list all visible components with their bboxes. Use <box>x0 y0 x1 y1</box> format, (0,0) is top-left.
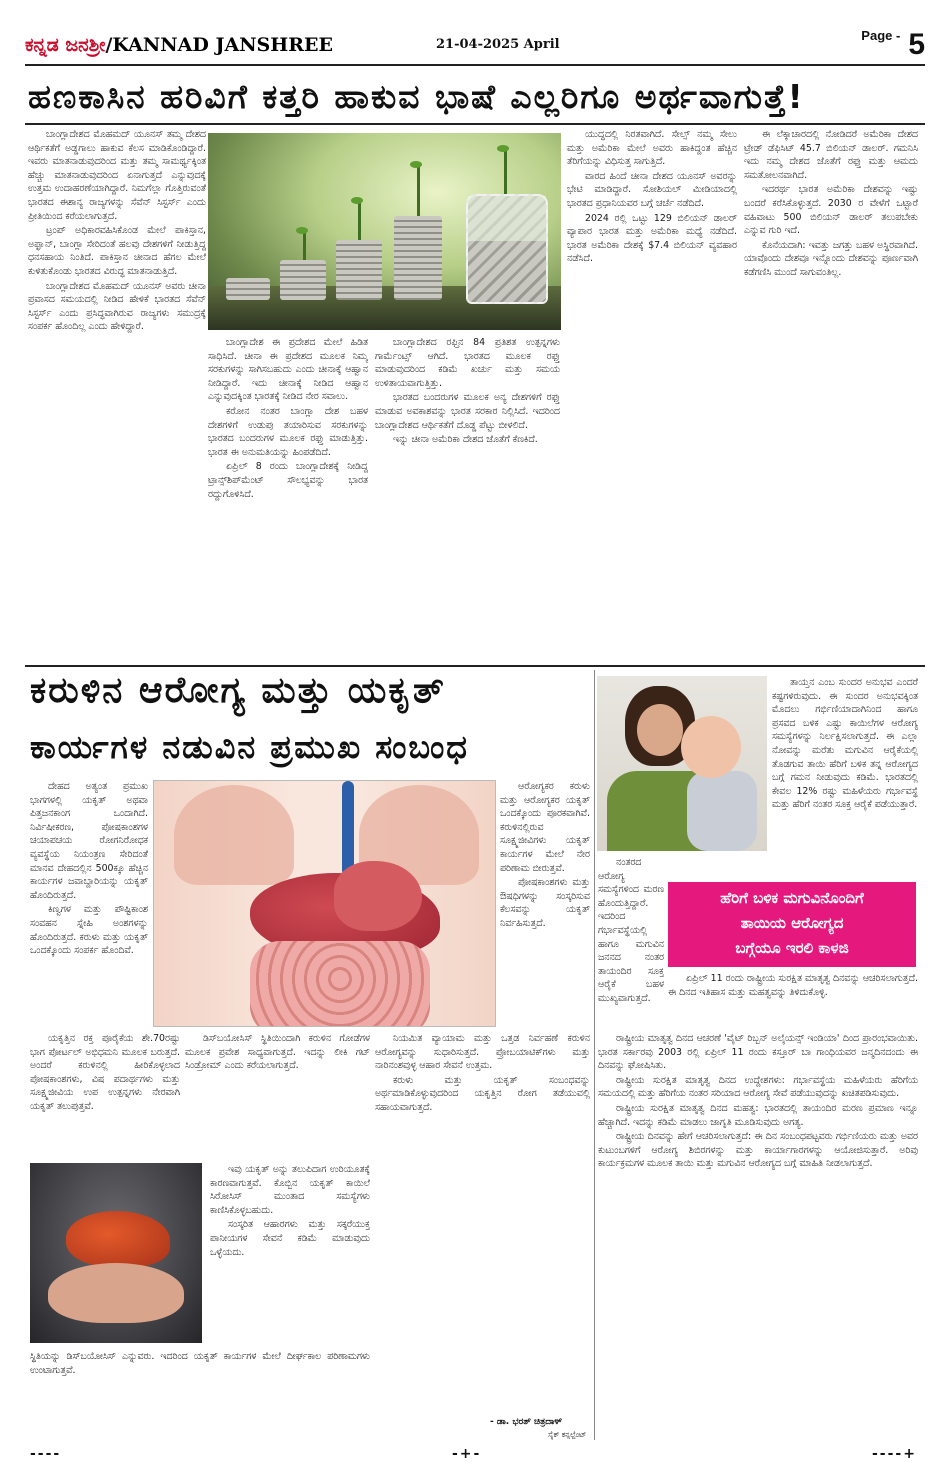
baby-head-shape <box>681 716 741 778</box>
sprout <box>303 230 306 260</box>
article3-left-of-box <box>598 856 664 1028</box>
paragraph: ವಾರದ ಹಿಂದೆ ಚೀನಾ ದೇಶದ ಯೂನಸ್ ಅವರನ್ನು ಭೇಟಿ ಮಾಡಿದ್ದಾರೆ. ಸೋಶಿಯಲ್ ಮೀಡಿಯಾದಲ್ಲಿ ಭಾರತದ ಪ್ರಧಾನಿಯವರ ಬಗ್ಗೆ ಚರ್ಚೆ ನಡೆದಿದೆ. <box>567 170 737 209</box>
column-divider <box>594 670 595 1440</box>
paragraph: ಸಂಸ್ಕರಿತ ಆಹಾರಗಳು ಮತ್ತು ಸಕ್ಕರೆಯುಕ್ತ ಪಾನೀಯಗಳ ಸೇವನೆ ಕಡಿಮೆ ಮಾಡುವುದು ಒಳ್ಳೆಯದು. <box>210 1219 370 1258</box>
article3-highlight-box <box>668 882 916 967</box>
stomach-shape <box>334 861 422 931</box>
section-divider <box>25 665 925 667</box>
paragraph: ರಾಷ್ಟ್ರೀಯ ಸುರಕ್ಷಿತ ಮಾತೃತ್ವ ದಿನದ ಮಹತ್ವ: ಭಾರತದಲ್ಲಿ ತಾಯಂದಿರ ಮರಣ ಪ್ರಮಾಣ ಇನ್ನೂ ಹೆಚ್ಚಾಗಿದೆ. ಇದನ್ನು ಕಡಿಮೆ ಮಾಡಲು ಜಾಗೃತಿ ಮೂಡಿಸುವುದು ಅಗತ್ಯ. <box>598 1102 918 1128</box>
coin-stack <box>226 278 270 300</box>
paragraph: ಈ ಲೆಕ್ಕಾಚಾರದಲ್ಲಿ ನೋಡಿದರೆ ಅಮೆರಿಕಾ ದೇಶದ ಟ್ರೇಡ್ ಡೆಫಿಸಿಟ್ 45.7 ಬಿಲಿಯನ್ ಡಾಲರ್. ಗಮನಿಸಿ ಇದು ನಮ್ಮ ದೇಶದ ಜೊತೆಗೆ ರಫ್ತು ಮತ್ತು ಆಮದು ಸಮತೋಲನವಾಗಿದೆ. <box>744 129 918 181</box>
paragraph: ಬಾಂಗ್ಲಾದೇಶದ ರಫ್ತಿನ 84 ಪ್ರತಿಶತ ಉತ್ಪನ್ನಗಳು ಗಾರ್ಮೆಂಟ್ಸ್ ಆಗಿದೆ. ಭಾರತದ ಮೂಲಕ ರಫ್ತು ಮಾಡುವುದರಿಂದ ಕಡಿಮೆ ಖರ್ಚು ಮತ್ತು ಸಮಯ ಉಳಿತಾಯವಾಗುತ್ತಿತ್ತು. <box>375 337 560 389</box>
paragraph: ಬಾಂಗ್ಲಾದೇಶದ ಮೊಹಮದ್ ಯೂನಸ್ ತಮ್ಮ ದೇಶದ ಆರ್ಥಿಕತೆಗೆ ಅಡ್ಡಗಾಲು ಹಾಕುವ ಕೆಲಸ ಮಾಡಿಕೊಂಡಿದ್ದಾರೆ. ಇವರು ಮಾತನಾಡುವುದರಿಂದ ಮತ್ತು ತಮ್ಮ ಸಾಮರ್ಥ್ಯಕ್ಕಿಂತ ಹೆಚ್ಚು ಮಾತನಾಡುವುದರಿಂದ ಏನಾಗುತ್ತದೆ ಎನ್ನುವುದಕ್ಕೆ ಉತ್ತಮ ಉದಾಹರಣೆಯಾಗಿದ್ದಾರೆ. ನಿಮಗೆಲ್ಲಾ ಗೊತ್ತಿರುವಂತೆ ಭಾರತದ ಈಶಾನ್ಯ ರಾಜ್ಯಗಳನ್ನು ಸೆವೆನ್ ಸಿಸ್ಟರ್ಸ್ ಎಂದು ಪ್ರೀತಿಯಿಂದ ಕರೆಯಲಾಗುತ್ತದೆ. <box>28 129 206 222</box>
masthead <box>25 28 925 66</box>
baby-body-shape <box>687 771 757 851</box>
paragraph: ಕೊನೆಯದಾಗಿ: ಇವತ್ತು ಜಗತ್ತು ಬಹಳ ಅಸ್ಥಿರವಾಗಿದೆ. ಯಾವೊಂದು ದೇಶವೂ ಇನ್ನೊಂದು ದೇಶವನ್ನು ಪೂರ್ಣವಾಗಿ ಕಡೆಗಣಿಸಿ ಮುಂದೆ ಸಾಗುವಂತಿಲ್ಲ. <box>744 239 918 278</box>
headline-rule <box>25 123 925 125</box>
paragraph: ಇನ್ನು ಚೀನಾ ಅಮೆರಿಕಾ ದೇಶದ ಜೊತೆಗೆ ಕೆಣಕಿದೆ. <box>393 434 538 446</box>
paragraph: ರಾಷ್ಟ್ರೀಯ ಸುರಕ್ಷಿತ ಮಾತೃತ್ವ ದಿನದ ಉದ್ದೇಶಗಳು: ಗರ್ಭಾವಸ್ಥೆಯ ಮಹಿಳೆಯರು ಹೆರಿಗೆಯ ಸಮಯದಲ್ಲಿ ಮತ್ತು ಹೆರಿಗೆಯ ನಂತರ ಸರಿಯಾದ ಆರೋಗ್ಯ ಸೇವೆ ಪಡೆಯುವುದನ್ನು ಖಚಿತಪಡಿಸುವುದು. <box>598 1074 918 1100</box>
article1-column-3 <box>375 336 560 663</box>
highlight-line: ಹೆರಿಗೆ ಬಳಿಕ ಮಗುವಿನೊಂದಿಗೆ <box>720 889 864 907</box>
coin-jar <box>466 194 548 304</box>
author-role: ಸೈಕ್ ಕನ್ಸಲ್ಟೆಂಟ್ <box>548 1430 587 1439</box>
article2-headline-line1: ಕರುಳಿನ ಆರೋಗ್ಯ ಮತ್ತು ಯಕೃತ್ <box>30 670 446 711</box>
issue-date: 21-04-2025 April <box>436 37 560 52</box>
leaf <box>410 161 422 168</box>
page-label: Page - <box>861 28 901 43</box>
leaf <box>296 227 308 234</box>
page-number: 5 <box>908 28 925 61</box>
digestive-organs-illustration <box>153 780 496 1027</box>
coin-stack <box>336 240 382 300</box>
mother-baby-photo <box>597 676 767 851</box>
brand-name <box>25 34 333 56</box>
paragraph: ಡಿಸ್‌ಬಯೋಸಿಸ್ ಸ್ಥಿತಿಯಿಂದಾಗಿ ಕರುಳಿನ ಗೋಡೆಗಳ ಮೂಲಕ ಪ್ರವೇಶ ಸಾಧ್ಯವಾಗುತ್ತದೆ. ಇದನ್ನು ಲೀಕಿ ಗಟ್ ಸಿಂಡ್ರೋಮ್ ಎಂದು ಕರೆಯಲಾಗುತ್ತದೆ. <box>185 1033 370 1072</box>
article1-headline: ಹಣಕಾಸಿನ ಹರಿವಿಗೆ ಕತ್ತರಿ ಹಾಕುವ ಭಾಷೆ ಎಲ್ಲರಿಗೂ ಅರ್ಥವಾಗುತ್ತೆ! <box>28 77 805 116</box>
blood-vessel-shape <box>342 781 354 876</box>
paragraph: ಕರೋನ ನಂತರ ಬಾಂಗ್ಲಾ ದೇಶ ಬಹಳ ದೇಶಗಳಿಗೆ ಉಡುಪು ತಯಾರಿಸುವ ಸರಕುಗಳನ್ನು ಭಾರತದ ಬಂದರುಗಳ ಮೂಲಕ ರಫ್ತು ಮಾಡುತ್ತಿತ್ತು. ಭಾರತ ಈ ಅನುಮತಿಯನ್ನು ಹಿಂಪಡೆದಿದೆ. <box>208 405 368 458</box>
paragraph: ಟ್ರಂಪ್ ಅಧಿಕಾರವಹಿಸಿಕೊಂಡ ಮೇಲೆ ಪಾಕಿಸ್ತಾನ, ಅಫ್ಘಾನ್, ಬಾಂಗ್ಲಾ ಸೇರಿದಂತೆ ಹಲವು ದೇಶಗಳಿಗೆ ನೀಡುತ್ತಿದ್ದ ಧನಸಹಾಯ ನಿಂತಿದೆ. ಪಾಕಿಸ್ತಾನ ಚೀನಾದ ಹೆಗಲ ಮೇಲೆ ಕುಳಿತುಕೊಂಡು ಭಾರತದ ವಿರುದ್ಧ ಮಾತನಾಡುತ್ತಿದೆ. <box>28 225 206 277</box>
brand-english: KANNAD JANSHREE <box>112 34 333 56</box>
coins-growth-photo <box>208 133 561 330</box>
liver-shape <box>66 1211 170 1267</box>
footer-right-mark: ----+ <box>872 1446 917 1462</box>
paragraph: ನಿಯಮಿತ ವ್ಯಾಯಾಮ ಮತ್ತು ಒತ್ತಡ ನಿರ್ವಹಣೆ ಕರುಳಿನ ಆರೋಗ್ಯವನ್ನು ಸುಧಾರಿಸುತ್ತದೆ. ಪ್ರೋಬಯಾಟಿಕ್‌ಗಳು ಮತ್ತು ನಾರಿನಂಶವುಳ್ಳ ಆಹಾರ ಸೇವನೆ ಉತ್ತಮ. <box>375 1033 590 1072</box>
paragraph: ರಾಷ್ಟ್ರೀಯ ಮಾತೃತ್ವ ದಿನದ ಆಚರಣೆ 'ವೈಟ್ ರಿಬ್ಬನ್ ಅಲೈಯನ್ಸ್ ಇಂಡಿಯಾ' ದಿಂದ ಪ್ರಾರಂಭವಾಯಿತು. ಭಾರತ ಸರ್ಕಾರವು 2003 ರಲ್ಲಿ ಏಪ್ರಿಲ್ 11 ರಂದು ಕಸ್ತೂರ್ ಬಾ ಗಾಂಧಿಯವರ ಜನ್ಮದಿನದಂದು ಈ ದಿನವನ್ನು ಘೋಷಿಸಿತು. <box>598 1033 918 1072</box>
paragraph: ರಾಷ್ಟ್ರೀಯ ದಿನವನ್ನು ಹೇಗೆ ಆಚರಿಸಲಾಗುತ್ತದೆ: ಈ ದಿನ ಸಂಬಂಧಪಟ್ಟವರು ಗರ್ಭಿಣಿಯರು ಮತ್ತು ಅವರ ಕುಟುಂಬಗಳಿಗೆ ಆರೋಗ್ಯ ಶಿಬಿರಗಳನ್ನು ಮತ್ತು ಕಾರ್ಯಾಗಾರಗಳನ್ನು ಆಯೋಜಿಸುತ್ತಾರೆ. ಅರಿವು ಕಾರ್ಯಕ್ರಮಗಳ ಮೂಲಕ ತಾಯಿ ಮತ್ತು ಮಗುವಿನ ಆರೋಗ್ಯದ ಬಗ್ಗೆ ಮಾಹಿತಿ ನೀಡಲಾಗುತ್ತದೆ. <box>598 1131 918 1170</box>
footer-center-mark: -+- <box>452 1446 482 1462</box>
article1-column-4 <box>567 128 737 663</box>
brand-separator: / <box>105 34 113 56</box>
article1-column-1 <box>28 128 206 663</box>
paragraph: ಕರುಳು ಮತ್ತು ಯಕೃತ್ ಸಂಬಂಧವನ್ನು ಅರ್ಥಮಾಡಿಕೊಳ್ಳುವುದರಿಂದ ಯಕೃತ್ತಿನ ರೋಗ ತಡೆಯುವಲ್ಲಿ ಸಹಾಯವಾಗುತ್ತದೆ. <box>375 1074 590 1113</box>
paragraph: 2024 ರಲ್ಲಿ ಒಟ್ಟು 129 ಬಿಲಿಯನ್ ಡಾಲರ್ ವ್ಯಾಪಾರ ಭಾರತ ಮತ್ತು ಅಮೆರಿಕಾ ಮಧ್ಯೆ ನಡೆದಿದೆ. ಭಾರತ ಅಮೆರಿಕಾ ದೇಶಕ್ಕೆ $7.4 ಬಿಲಿಯನ್ ವ್ಯವಹಾರ ನಡೆಸಿದೆ. <box>567 212 737 265</box>
paragraph: ನಂತರದ ಆರೋಗ್ಯ ಸಮಸ್ಯೆಗಳಿಂದ ಮರಣ ಹೊಂದುತ್ತಿದ್ದಾರೆ. ಇದರಿಂದ ಗರ್ಭಾವಸ್ಥೆಯಲ್ಲಿ ಹಾಗೂ ಮಗುವಿನ ಜನನದ ನಂತರ ತಾಯಂದಿರ ಸೂಕ್ತ ಆರೈಕೆ ಬಹಳ ಮುಖ್ಯವಾಗುತ್ತದೆ. <box>598 857 664 1004</box>
paragraph: ತಾಯ್ತನ ಎಂಬ ಸುಂದರ ಅನುಭವ ಎಂದರೆ ಕಷ್ಟಗಳಿರುವುದು. ಈ ಸುಂದರ ಅನುಭವಕ್ಕಿಂತ ಮೊದಲು ಗರ್ಭಿಣಿಯಾದಾಗಿನಿಂದ ಹಾಗೂ ಪ್ರಸವದ ಬಳಿಕ ಎಷ್ಟು ಕಾಯಿಲೆಗಳ ಆರೋಗ್ಯ ಸಮಸ್ಯೆಗಳನ್ನು ನಿರ್ಲಕ್ಷಿಸಲಾಗುತ್ತದೆ. ಈ ಎಲ್ಲಾ ನೋವನ್ನು ಮರೆತು ಮಗುವಿನ ಆರೈಕೆಯಲ್ಲಿ ತೊಡಗುವ ತಾಯಿ ಹೆರಿಗೆ ಬಳಿಕ ತನ್ನ ಆರೋಗ್ಯದ ಬಗ್ಗೆ ಗಮನ ನೀಡುವುದು ಕಡಿಮೆ. ಭಾರತದಲ್ಲಿ ಕೇವಲ 12% ರಷ್ಟು ಮಹಿಳೆಯರು ಗರ್ಭಾವಸ್ಥೆ ಮತ್ತು ಹೆರಿಗೆ ನಂತರ ಸೂಕ್ತ ಆರೈಕೆ ಪಡೆಯುತ್ತಾರೆ. <box>772 677 918 811</box>
sprout <box>358 200 361 240</box>
paragraph: ಇವು ಯಕೃತ್ ಅನ್ನು ತಲುಪಿದಾಗ ಉರಿಯೂತಕ್ಕೆ ಕಾರಣವಾಗುತ್ತವೆ. ಕೊಬ್ಬಿನ ಯಕೃತ್ ಕಾಯಿಲೆ ಸಿರೋಸಿಸ್ ಮುಂತಾದ ಸಮಸ್ಯೆಗಳು ಕಾಣಿಸಿಕೊಳ್ಳಬಹುದು. <box>210 1164 370 1216</box>
paragraph: ಭಾರತದ ಬಂದರುಗಳ ಮೂಲಕ ಅನ್ಯ ದೇಶಗಳಿಗೆ ರಫ್ತು ಮಾಡುವ ಅವಕಾಶವನ್ನು ಭಾರತ ಸರಕಾರ ನಿಲ್ಲಿಸಿದೆ. ಇದರಿಂದ ಬಾಂಗ್ಲಾದೇಶದ ಆರ್ಥಿಕತೆಗೆ ದೊಡ್ಡ ಪೆಟ್ಟು ಬೀಳಲಿದೆ. <box>375 392 560 431</box>
article2-left-column <box>30 780 148 1028</box>
author-signature: - ಡಾ. ಭರತ್ ಚಿತ್ರದಾಳ್ <box>490 1417 563 1427</box>
sprout <box>504 148 507 194</box>
article1-column-5 <box>744 128 918 663</box>
sprout <box>417 164 420 216</box>
article3-body <box>598 1032 918 1442</box>
paragraph: ಪೋಷಕಾಂಶಗಳು ಮತ್ತು ಔಷಧಿಗಳನ್ನು ಸಂಸ್ಕರಿಸುವ ಕೆಲಸವನ್ನು ಯಕೃತ್ ನಿರ್ವಹಿಸುತ್ತದೆ. <box>500 877 590 929</box>
coin-stack <box>280 260 326 300</box>
article2-under-image-col2 <box>185 1032 370 1160</box>
paragraph: ಏಪ್ರಿಲ್ 11 ರಂದು ರಾಷ್ಟ್ರೀಯ ಸುರಕ್ಷಿತ ಮಾತೃತ್ವ ದಿನವನ್ನು ಆಚರಿಸಲಾಗುತ್ತದೆ. ಈ ದಿನದ ಇತಿಹಾಸ ಮತ್ತು ಮಹತ್ವವನ್ನು ತಿಳಿದುಕೊಳ್ಳಿ. <box>668 973 918 998</box>
coin-stack <box>394 216 442 300</box>
article2-under-image-col1 <box>30 1032 180 1160</box>
article3-under-box <box>668 972 918 1028</box>
left-lung-shape <box>174 785 294 885</box>
liver-photo-caption: ಸ್ಥಿತಿಯನ್ನು ಡಿಸ್‌ಬಯೋಸಿಸ್ ಎನ್ನುವರು. ಇದರಿಂದ ಯಕೃತ್ ಕಾರ್ಯಗಳ ಮೇಲೆ ದೀರ್ಘಕಾಲ ಪರಿಣಾಮಗಳು ಉಂಟಾಗುತ್ತವೆ. <box>30 1351 370 1376</box>
paragraph: ದೇಹದ ಅತ್ಯಂತ ಪ್ರಮುಖ ಭಾಗಗಳಲ್ಲಿ ಯಕೃತ್ ಅಥವಾ ಪಿತ್ತಜನಕಾಂಗ ಒಂದಾಗಿದೆ. ನಿರ್ವಿಷೀಕರಣ, ಪೋಷಕಾಂಶಗಳ ಚಯಾಪಚಯ ರೋಗನಿರೋಧಕ ವ್ಯವಸ್ಥೆಯ ನಿಯಂತ್ರಣ ಸೇರಿದಂತೆ ಮಾನವ ದೇಹದಲ್ಲಿನ 500ಕ್ಕೂ ಹೆಚ್ಚಿನ ಕಾರ್ಯಗಳ ಜವಾಬ್ದಾರಿಯನ್ನು ಯಕೃತ್ ಹೊಂದಿರುತ್ತದೆ. <box>30 781 148 901</box>
face-shape <box>637 704 683 756</box>
article2-right-column <box>500 780 590 1028</box>
paragraph: ಬಾಂಗ್ಲಾದೇಶ ಈ ಪ್ರದೇಶದ ಮೇಲೆ ಹಿಡಿತ ಸಾಧಿಸಿದೆ. ಚೀನಾ ಈ ಪ್ರದೇಶದ ಮೂಲಕ ನಿಮ್ಮ ಸರಕುಗಳನ್ನು ಸಾಗಿಸಬಹುದು ಎಂದು ಚೀನಾಕ್ಕೆ ಆಹ್ವಾನ ನೀಡಿದ್ದಾರೆ. ಇದು ಚೀನಾಕ್ಕೆ ನೀಡಿದ ಆಹ್ವಾನ ಎನ್ನುವುದಕ್ಕಿಂತ ಭಾರತಕ್ಕೆ ನೀಡಿದ ನೇರ ಸವಾಲು. <box>208 337 368 403</box>
paragraph: ಬಾಂಗ್ಲಾದೇಶದ ಮೊಹಮದ್ ಯೂನಸ್ ಅವರು ಚೀನಾ ಪ್ರವಾಸದ ಸಮಯದಲ್ಲಿ ನೀಡಿದ ಹೇಳಿಕೆ ಭಾರತದ ಸೆವೆನ್ ಸಿಸ್ಟರ್ಸ್ ಎಂದು ಪ್ರಸಿದ್ಧವಾಗಿರುವ ರಾಜ್ಯಗಳು ಸಮುದ್ರಕ್ಕೆ ಸಂಪರ್ಕ ಹೊಂದಿಲ್ಲ ಎಂದು ಹೇಳಿದ್ದಾರೆ. <box>28 280 206 333</box>
paragraph: ಇದರರ್ಥ ಭಾರತ ಅಮೆರಿಕಾ ದೇಶವನ್ನು ಇಷ್ಟು ಬಂದರೆ ಕರೆಸಿಕೊಳ್ಳುತ್ತದೆ. 2030 ರ ವೇಳೆಗೆ ಒಟ್ಟಾರೆ ವಹಿವಾಟು 500 ಬಿಲಿಯನ್ ಡಾಲರ್ ತಲುಪಬೇಕು ಎನ್ನುವ ಗುರಿ ಇದೆ. <box>744 184 918 237</box>
highlight-line: ಬಗ್ಗೆಯೂ ಇರಲಿ ಕಾಳಜಿ <box>735 939 849 957</box>
hands-shape <box>48 1263 184 1323</box>
brand-kannada: ಕನ್ನಡ ಜನಶ್ರೀ <box>25 34 106 56</box>
highlight-line: ತಾಯಿಯ ಆರೋಗ್ಯದ <box>740 914 844 932</box>
article2-headline-line2: ಕಾರ್ಯಗಳ ನಡುವಿನ ಪ್ರಮುಖ ಸಂಬಂಧ <box>30 728 469 766</box>
article2-under-image-col3 <box>375 1032 590 1412</box>
article3-beside-photo <box>772 676 918 876</box>
paragraph: ಆರೋಗ್ಯಕರ ಕರುಳು ಮತ್ತು ಆರೋಗ್ಯಕರ ಯಕೃತ್ ಒಂದಕ್ಕೊಂದು ಪೂರಕವಾಗಿವೆ. ಕರುಳಿನಲ್ಲಿರುವ ಸೂಕ್ಷ್ಮಜೀವಿಗಳು ಯಕೃತ್ ಕಾರ್ಯಗಳ ಮೇಲೆ ನೇರ ಪರಿಣಾಮ ಬೀರುತ್ತವೆ. <box>500 781 590 874</box>
footer-left-mark: ---- <box>30 1446 62 1462</box>
paragraph: ಯುದ್ಧದಲ್ಲಿ ನಿರತವಾಗಿದೆ. ಸೇಲ್ಸ್ ನಮ್ಮ ಸೇಲು ಮತ್ತು ಅಮೆರಿಕಾ ಮೇಲೆ ಅವರು ಹಾಕಿದ್ದಂತ ಹೆಚ್ಚಿನ ತೆರಿಗೆಯನ್ನು ವಿಧಿಸುತ್ತ ಸಾಗುತ್ತಿದೆ. <box>567 129 737 168</box>
paragraph: ಯಕೃತ್ತಿನ ರಕ್ತ ಪೂರೈಕೆಯ ಶೇ.70ರಷ್ಟು ಭಾಗ ಪೋರ್ಟಲ್ ಅಭಿಧಮನಿ ಮೂಲಕ ಬರುತ್ತದೆ. ಅಂದರೆ ಕರುಳಿನಲ್ಲಿ ಹೀರಿಕೊಳ್ಳಲಾದ ಪೋಷಕಾಂಶಗಳು, ವಿಷ ಪದಾರ್ಥಗಳು ಮತ್ತು ಸೂಕ್ಷ್ಮಜೀವಿಯ ಉಪ ಉತ್ಪನ್ನಗಳು ನೇರವಾಗಿ ಯಕೃತ್ ತಲುಪುತ್ತವೆ. <box>30 1033 180 1112</box>
article1-column-2 <box>208 336 368 663</box>
page-indicator <box>861 28 925 62</box>
leaf <box>497 145 509 152</box>
paragraph: ಕಿಣ್ವಗಳ ಮತ್ತು ಪೌಷ್ಟಿಕಾಂಶ ಸಂವಹನ ಸ್ನೇಹಿ ಅಂಶಗಳನ್ನು ಹೊಂದಿರುತ್ತದೆ. ಕರುಳು ಮತ್ತು ಯಕೃತ್ ಒಂದಕ್ಕೊಂದು ಸಂಪರ್ಕ ಹೊಂದಿವೆ. <box>30 904 148 957</box>
paragraph: ಏಪ್ರಿಲ್ 8 ರಂದು ಬಾಂಗ್ಲಾದೇಶಕ್ಕೆ ನೀಡಿದ್ದ ಟ್ರಾನ್ಸ್‌ಶಿಪ್‌ಮೆಂಟ್ ಸೌಲಭ್ಯವನ್ನು ಭಾರತ ರದ್ದುಗೊಳಿಸಿದೆ. <box>208 461 368 500</box>
intestine-shape <box>250 941 430 1027</box>
leaf <box>351 197 363 204</box>
liver-in-hands-photo <box>30 1163 202 1343</box>
